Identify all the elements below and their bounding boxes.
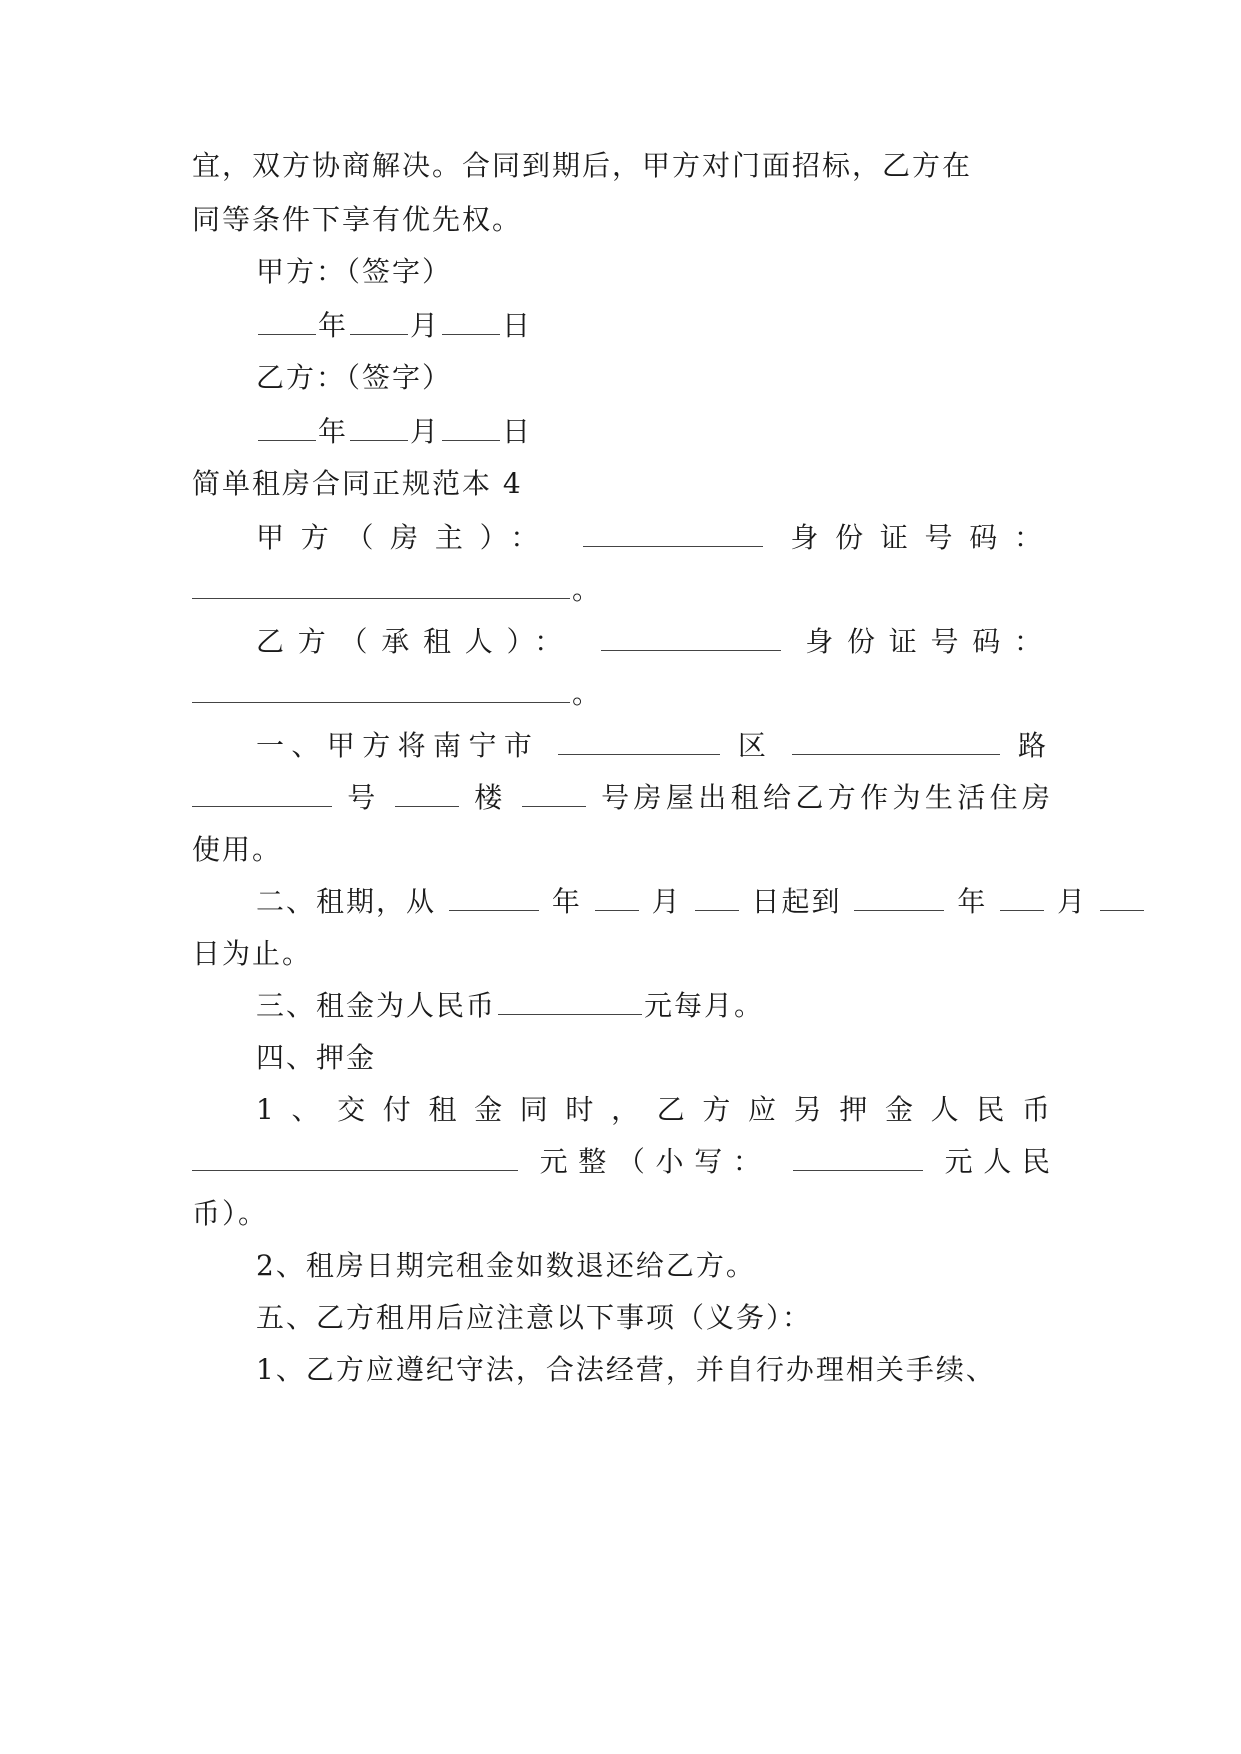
clause-4-item-1-line-1: 1、交付租金同时，乙方应另押金人民币 <box>256 1093 1052 1126</box>
month-label: 月 <box>1057 885 1088 918</box>
clause-4-item-1-line-2 <box>192 1140 1052 1184</box>
month-label: 月 <box>410 309 441 342</box>
blank-line <box>395 780 459 807</box>
clause-3-line <box>256 984 1052 1028</box>
blank-line <box>583 520 763 547</box>
party-b-label: 乙方（承租人）： <box>256 625 576 658</box>
building-label: 楼 <box>474 781 507 814</box>
road-label: 路 <box>1017 729 1052 762</box>
year-label: 年 <box>551 885 582 918</box>
paragraph-line: 同等条件下享有优先权。 <box>192 203 523 236</box>
id-number-label: 身份证号码： <box>790 521 1053 554</box>
period-mark: 。 <box>572 677 603 710</box>
clause-1-suffix: 号房屋出租给乙方作为生活住房 <box>601 781 1052 814</box>
clause-4-title: 四、押金 <box>256 1041 377 1074</box>
clause-2-line-2: 日为止。 <box>192 937 313 970</box>
year-label: 年 <box>957 885 988 918</box>
section-title: 简单租房合同正规范本 4 <box>192 467 523 500</box>
clause-4-item-2: 2、租房日期完租金如数退还给乙方。 <box>256 1249 756 1282</box>
clause-2-prefix: 二、租期，从 <box>256 885 437 918</box>
blank-line <box>595 884 639 911</box>
blank-line <box>498 988 642 1015</box>
party-a-line <box>256 516 1052 560</box>
blank-line <box>601 624 781 651</box>
party-a-date-line <box>256 304 1052 348</box>
month-label: 月 <box>651 885 682 918</box>
clause-3-suffix: 元每月。 <box>644 989 765 1022</box>
month-label: 月 <box>410 415 441 448</box>
blank-line <box>350 414 408 441</box>
district-label: 区 <box>737 729 774 762</box>
period-mark: 。 <box>572 573 603 606</box>
blank-line <box>792 728 1000 755</box>
blank-line <box>258 308 316 335</box>
blank-line <box>558 728 720 755</box>
blank-line <box>350 308 408 335</box>
blank-line <box>442 308 500 335</box>
party-b-line <box>256 620 1052 664</box>
blank-line <box>1100 884 1144 911</box>
clause-1-line-1 <box>256 724 1052 768</box>
clause-4-item-1-line-3: 币）。 <box>192 1197 269 1230</box>
deposit-mid-label: 元整（小写： <box>539 1145 772 1178</box>
blank-line <box>192 676 570 703</box>
blank-line <box>854 884 944 911</box>
party-b-id-line <box>192 672 1052 716</box>
paragraph-line: 宜，双方协商解决。合同到期后，甲方对门面招标，乙方在 <box>192 149 973 182</box>
blank-line <box>449 884 539 911</box>
blank-line <box>1000 884 1044 911</box>
clause-1-line-2 <box>192 776 1052 820</box>
blank-line <box>258 414 316 441</box>
year-label: 年 <box>318 415 349 448</box>
year-label: 年 <box>318 309 349 342</box>
clause-3-prefix: 三、租金为人民币 <box>256 989 497 1022</box>
party-b-date-line <box>256 410 1052 454</box>
clause-5-item-1: 1、乙方应遵纪守法，合法经营，并自行办理相关手续、 <box>256 1353 996 1386</box>
blank-line <box>522 780 586 807</box>
blank-line <box>695 884 739 911</box>
party-a-label: 甲方（房主）： <box>256 521 556 554</box>
deposit-end-label: 元人民 <box>944 1145 1052 1178</box>
clause-1-line-3: 使用。 <box>192 833 283 866</box>
day-label: 日 <box>502 309 533 342</box>
blank-line <box>442 414 500 441</box>
id-number-label: 身份证号码： <box>805 625 1052 658</box>
party-b-signature-label: 乙方：（签字） <box>256 361 453 394</box>
party-a-id-line <box>192 568 1052 612</box>
blank-line <box>793 1144 923 1171</box>
clause-2-line-1 <box>256 880 1088 924</box>
blank-line <box>192 572 570 599</box>
day-start-label: 日起到 <box>751 885 842 918</box>
day-label: 日 <box>502 415 533 448</box>
clause-5-title: 五、乙方租用后应注意以下事项（义务）： <box>256 1301 813 1334</box>
blank-line <box>192 1144 518 1171</box>
blank-line <box>192 780 332 807</box>
party-a-signature-label: 甲方：（签字） <box>256 255 453 288</box>
number-label: 号 <box>347 781 380 814</box>
clause-1-prefix: 一、甲方将南宁市 <box>256 729 540 762</box>
